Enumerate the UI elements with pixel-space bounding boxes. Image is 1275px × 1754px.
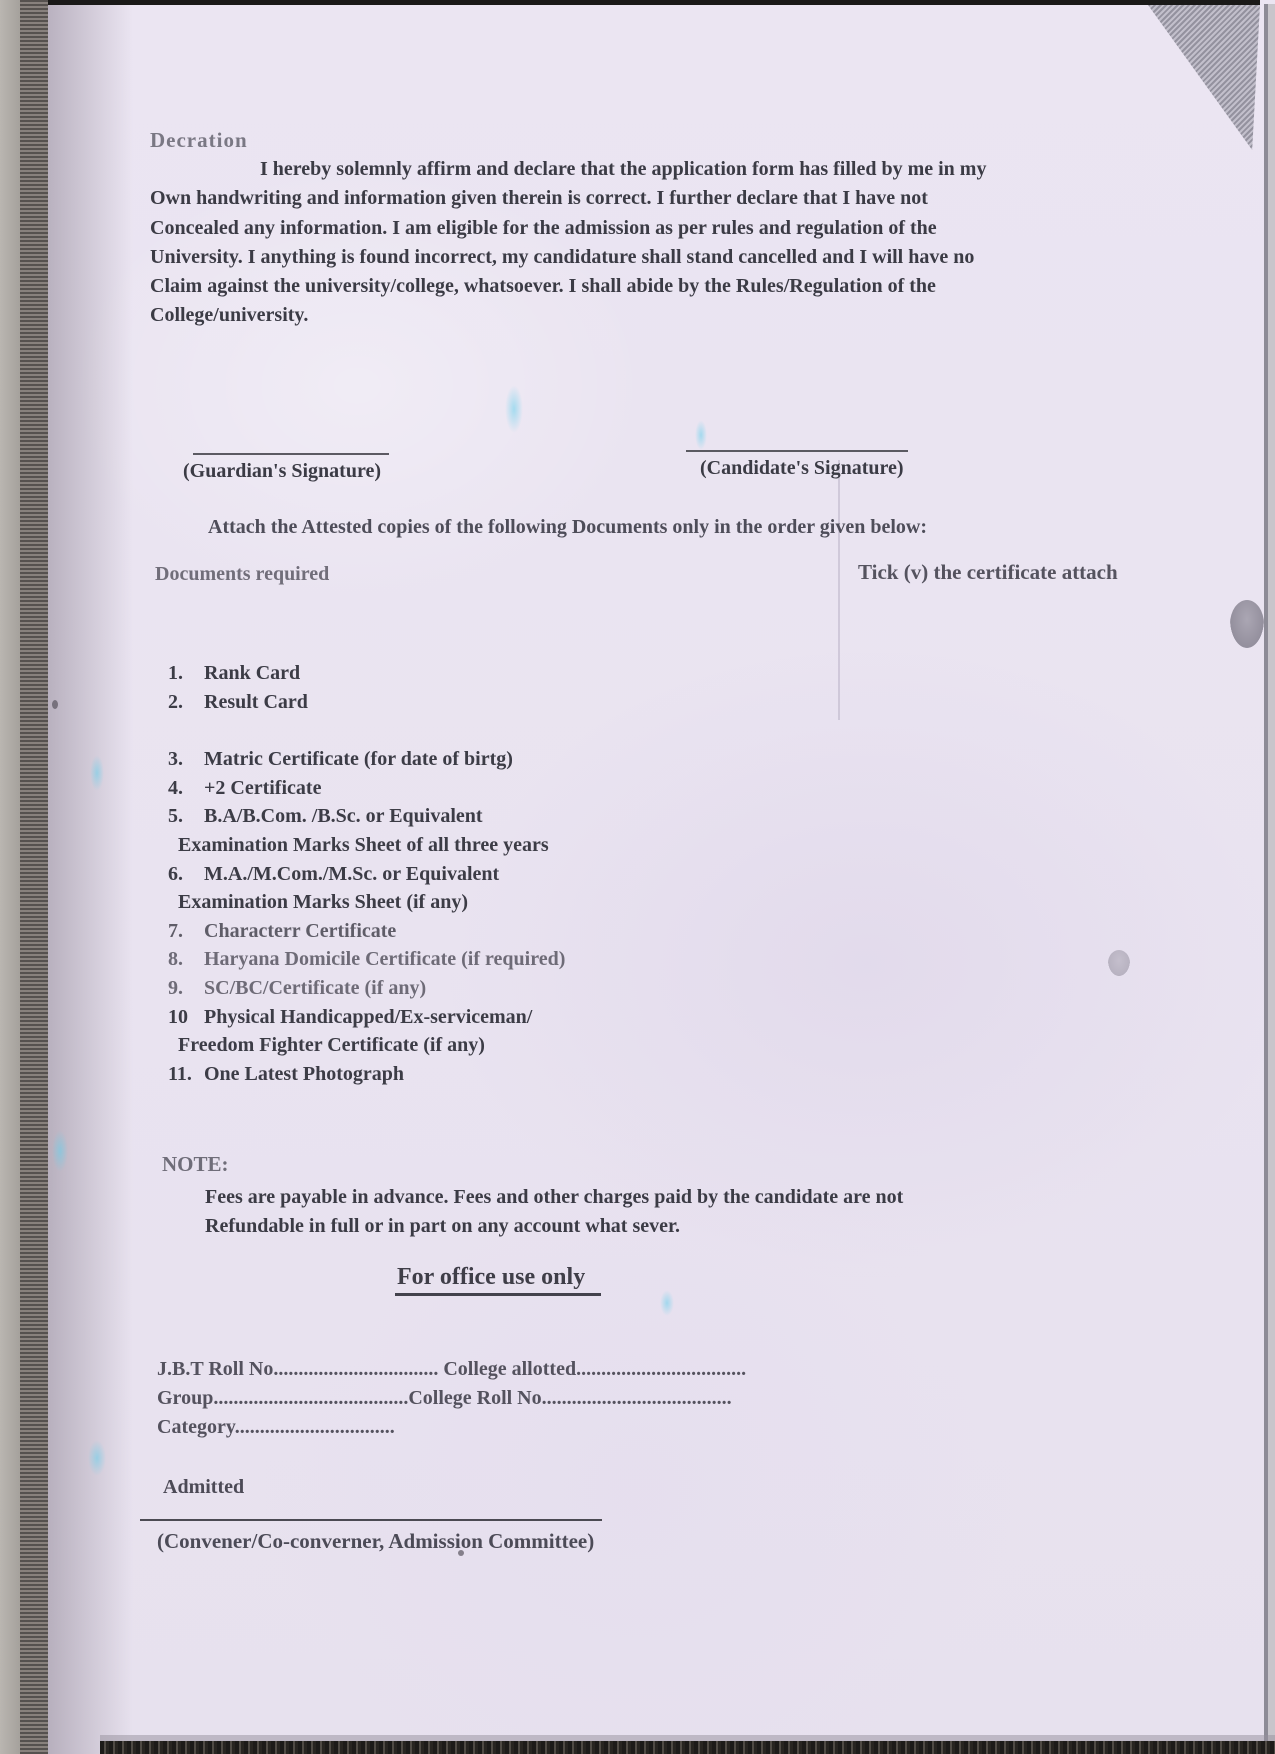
candidate-signature-label: (Candidate's Signature): [700, 457, 904, 479]
scan-speck: [52, 700, 58, 709]
tick-certificate-header: Tick (v) the certificate attach: [858, 560, 1118, 584]
note-text: Refundable in full or in part on any account what sever.: [205, 1215, 681, 1237]
declaration-line: Concealed any information. I am eligible for the admission as per rules and regulation of the: [150, 216, 937, 239]
attach-instruction: Attach the Attested copies of the following Documents only in the order given below:: [208, 516, 928, 538]
document-item: 3. Matric Certificate (for date of birtg): [168, 748, 513, 771]
scan-fold-line: [838, 460, 840, 720]
scan-bottom-edge: [100, 1741, 1275, 1754]
blue-smudge: [505, 385, 523, 433]
ink-smudge: [1230, 600, 1264, 648]
office-field-row: Group.......................................College Roll No......................................: [157, 1387, 732, 1409]
guardian-signature-label: (Guardian's Signature): [183, 460, 381, 482]
declaration-line: I hereby solemnly affirm and declare that the application form has filled by me in my: [260, 158, 987, 180]
document-item: 2. Result Card: [168, 690, 308, 713]
document-item: 1. Rank Card: [168, 662, 301, 684]
document-item-continuation: Freedom Fighter Certificate (if any): [178, 1034, 485, 1057]
note-text: Fees are payable in advance. Fees and other charges paid by the candidate are not: [205, 1186, 904, 1208]
scan-binding-shadow: [48, 0, 133, 1754]
scan-binding-edge: [20, 0, 48, 1754]
document-item-continuation: Examination Marks Sheet (if any): [178, 891, 468, 914]
guardian-signature-line: [193, 453, 389, 455]
document-item-continuation: Examination Marks Sheet of all three years: [178, 833, 549, 856]
blue-smudge: [88, 1440, 106, 1476]
document-item: 11. One Latest Photograph: [168, 1062, 404, 1085]
blue-smudge: [695, 420, 707, 450]
scan-top-edge: [48, 0, 1260, 5]
office-field-row: Category................................: [157, 1416, 395, 1438]
document-item: 5. B.A/B.Com. /B.Sc. or Equivalent: [168, 805, 483, 828]
scan-corner-fold: [1148, 5, 1260, 150]
declaration-paragraph: [150, 155, 1110, 331]
office-field-row: J.B.T Roll No................................. College allotted..................................: [157, 1358, 747, 1380]
declaration-line: University. I anything is found incorrect, my candidature shall stand cancelled and I will have no: [150, 245, 975, 268]
document-list: [168, 659, 565, 1088]
document-item: 8. Haryana Domicile Certificate (if required): [168, 948, 566, 971]
blue-smudge: [52, 1130, 68, 1172]
note-heading: NOTE:: [162, 1152, 229, 1176]
ink-smudge: [1108, 950, 1130, 976]
declaration-heading: Decration: [150, 128, 248, 152]
documents-required-header: Documents required: [155, 563, 330, 585]
document-item: 7. Characterr Certificate: [168, 919, 397, 942]
document-item: 9. SC/BC/Certificate (if any): [168, 976, 427, 999]
declaration-line: Claim against the university/college, whatsoever. I shall abide by the Rules/Regulation of the: [150, 275, 936, 298]
scan-left-edge: [0, 0, 20, 1754]
office-use-heading: For office use only: [395, 1264, 601, 1296]
blue-smudge: [90, 755, 104, 791]
document-item: 6. M.A./M.Com./M.Sc. or Equivalent: [168, 862, 500, 885]
declaration-line: College/university.: [150, 304, 309, 327]
committee-signature-line: [140, 1519, 602, 1521]
scan-right-outer-edge: [1268, 4, 1275, 1754]
blue-smudge: [660, 1290, 674, 1316]
declaration-line: Own handwriting and information given therein is correct. I further declare that I have not: [150, 187, 928, 210]
document-item: 10 Physical Handicapped/Ex-serviceman/: [168, 1005, 533, 1028]
admitted-label: Admitted: [163, 1476, 245, 1498]
document-item: 4. +2 Certificate: [168, 776, 322, 799]
committee-signature-label: (Convener/Co-converner, Admission Committee): [157, 1529, 595, 1553]
candidate-signature-line: [686, 450, 908, 452]
